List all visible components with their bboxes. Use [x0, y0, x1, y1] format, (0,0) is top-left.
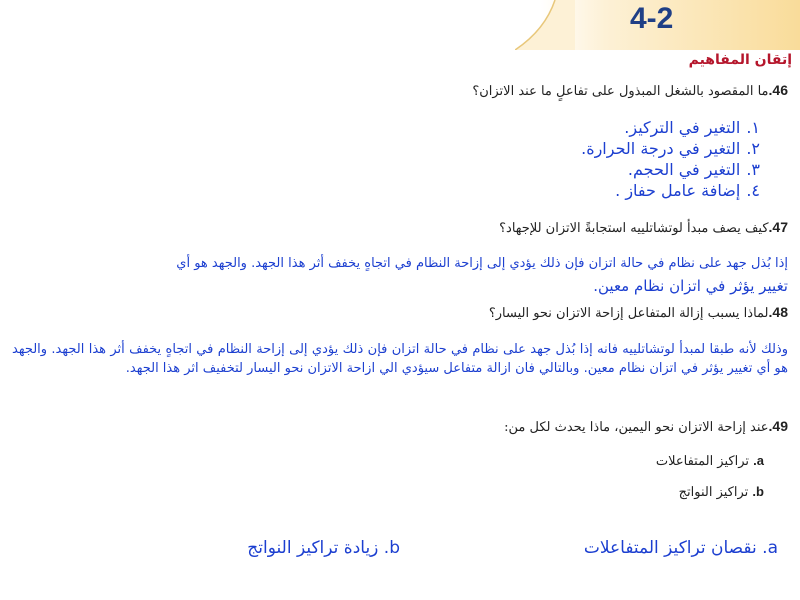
question-number: 46.	[768, 82, 788, 98]
question-number: 47.	[768, 219, 788, 235]
section-number: 4-2	[630, 2, 674, 35]
question-text: عند إزاحة الاتزان نحو اليمين، ماذا يحدث لكل من:	[504, 420, 769, 435]
header-swoosh	[515, 0, 575, 50]
question-49	[504, 418, 788, 435]
list-item: ٢.التغير في درجة الحرارة.	[581, 139, 760, 158]
list-item: ١.التغير في التركيز.	[624, 118, 760, 137]
question-46	[472, 82, 788, 99]
question-48	[489, 304, 788, 321]
answer-48: وذلك لأنه طبقا لمبدأ لوتشاتلييه فانه إذا بُذل جهد على نظام في حالة اتزان فإن ذلك يؤدي إلى إزاحة النظام في اتجاهٍ يخفف أثر هذا الجهد. والجهد هو أي تغيير يؤثر في اتزان نظام معين. وبالتالي فان ازالة متفاعل سيؤدي الي ازاحة الاتزان نحو اليسار لتخفيف اثر هذا الجهد.	[12, 342, 788, 376]
list-item: ٤.إضافة عامل حفاز .	[615, 181, 760, 200]
question-text: كيف يصف مبدأ لوتشاتلييه استجابةً الاتزان للإجهاد؟	[499, 221, 769, 236]
question-number: 49.	[768, 418, 788, 434]
section-title: إتقان المفاهيم	[688, 52, 792, 68]
question-text: ما المقصود بالشغل المبذول على تفاعلٍ ما عند الاتزان؟	[472, 84, 769, 99]
answer-47-line2: تغيير يؤثر في اتزان نظام معين.	[593, 277, 788, 295]
sub-item-b: b. تراكيز النواتج	[678, 484, 764, 500]
list-item: ٣.التغير في الحجم.	[627, 160, 760, 179]
question-number: 48.	[768, 304, 788, 320]
question-47	[499, 219, 788, 236]
question-text: لماذا يسبب إزالة المتفاعل إزاحة الاتزان نحو اليسار؟	[488, 306, 769, 321]
sub-item-a: a. تراكيز المتفاعلات	[655, 453, 764, 469]
answer-49-b: b. زيادة تراكيز النواتج	[247, 538, 400, 558]
answer-list-46	[581, 117, 760, 201]
answer-49-a: a. نقصان تراكيز المتفاعلات	[583, 538, 778, 558]
answer-47-line1: إذا بُذل جهد على نظام في حالة اتزان فإن ذلك يؤدي إلى إزاحة النظام في اتجاهٍ يخفف أثر هذا الجهد. والجهد هو أي	[176, 256, 788, 271]
